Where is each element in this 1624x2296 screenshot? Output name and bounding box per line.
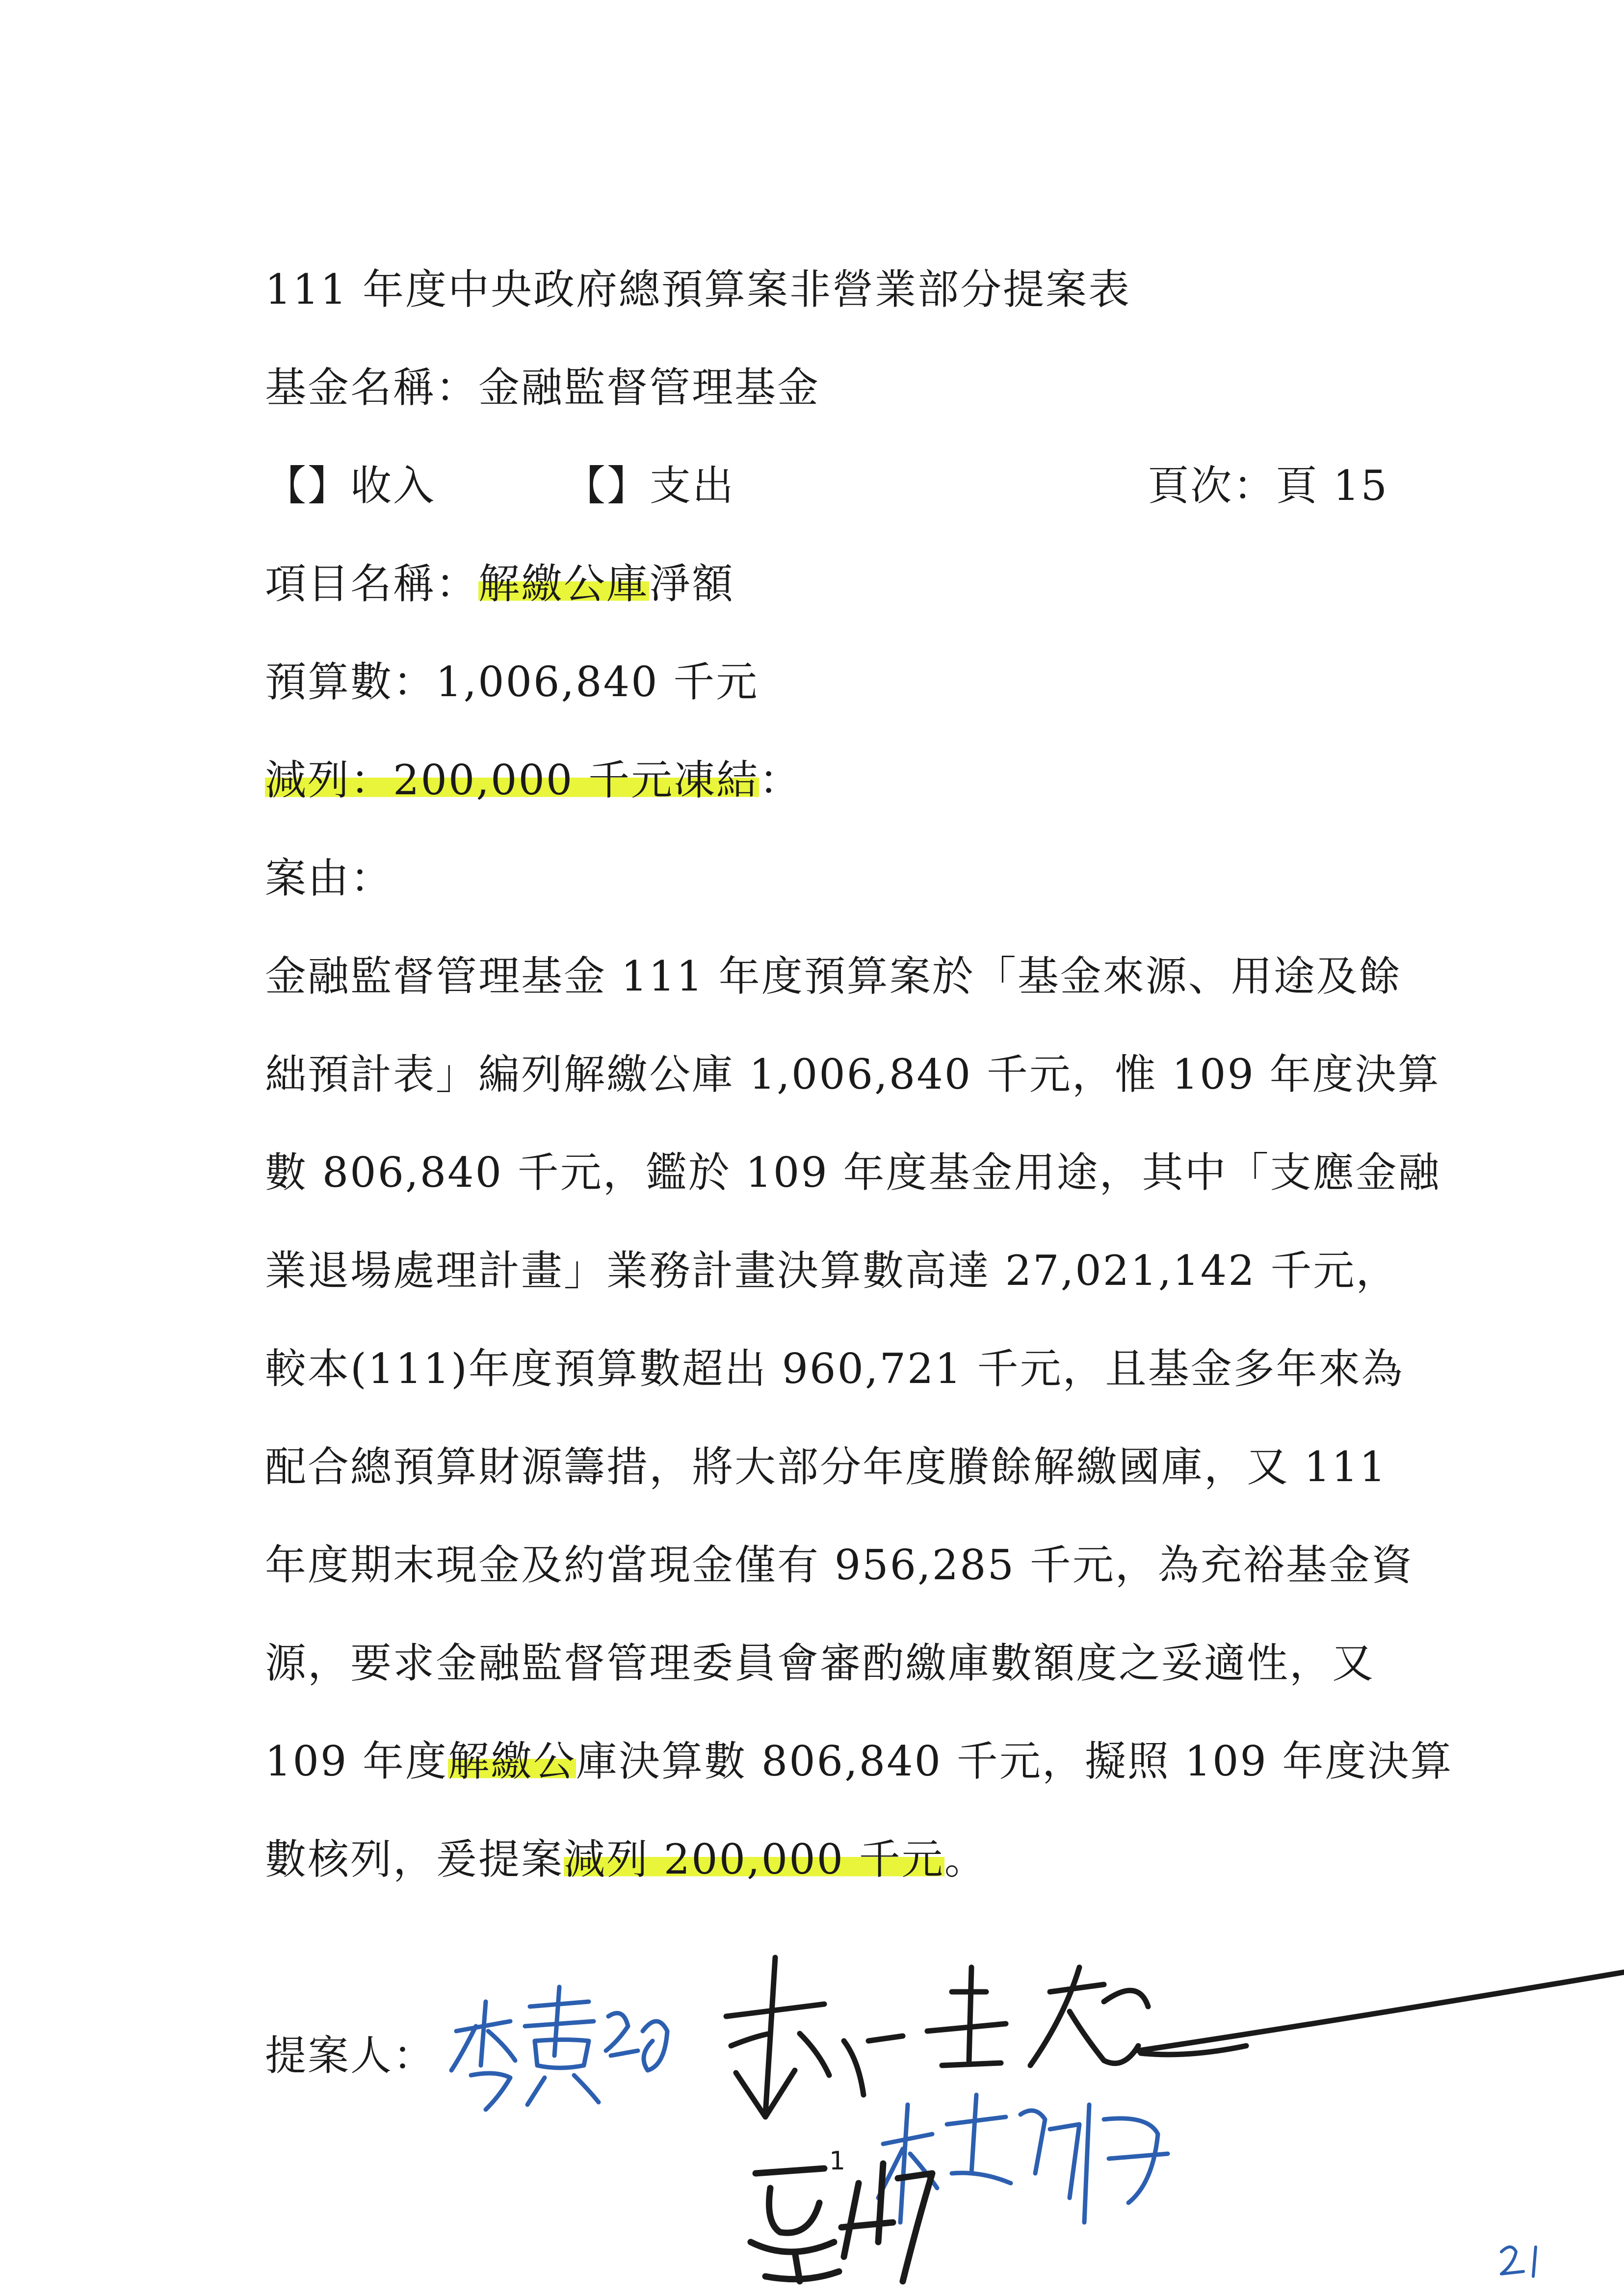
reduction-rest: ： xyxy=(759,756,802,804)
body-line-10-post: 。 xyxy=(944,1835,987,1883)
body-line-7: 年度期末現金及約當現金僅有 956,285 千元，為充裕基金資 xyxy=(265,1541,1414,1589)
body-line-1: 金融監督管理基金 111 年度預算案於「基金來源、用途及餘 xyxy=(265,952,1402,1000)
body-line-6: 配合總預算財源籌措，將大部分年度賸餘解繳國庫，又 111 xyxy=(265,1443,1388,1491)
body-line-9-highlight: 解繳公 xyxy=(448,1737,576,1785)
body-line-10-pre: 數核列，爰提案 xyxy=(265,1835,564,1883)
page-reference: 頁次：頁 15 xyxy=(1148,462,1388,510)
body-line-10-highlight: 減列 200,000 千元 xyxy=(564,1835,944,1883)
body-line-5: 較本(111)年度預算數超出 960,721 千元，且基金多年來為 xyxy=(265,1345,1404,1393)
expense-checkbox-label: 【】支出 xyxy=(564,462,735,510)
reduction-row xyxy=(265,756,802,805)
budget-amount: 預算數：1,006,840 千元 xyxy=(265,658,759,706)
body-line-3: 數 806,840 千元，鑑於 109 年度基金用途，其中「支應金融 xyxy=(265,1148,1441,1197)
body-line-9 xyxy=(265,1737,1453,1786)
reduction-highlight: 減列：200,000 千元凍結 xyxy=(265,756,760,804)
fund-name-row xyxy=(265,363,820,412)
body-line-9-pre: 109 年度 xyxy=(265,1737,448,1785)
body-line-4: 業退場處理計畫」業務計畫決算數高達 27,021,142 千元， xyxy=(265,1247,1399,1295)
body-line-9-post: 庫決算數 806,840 千元，擬照 109 年度決算 xyxy=(576,1737,1453,1785)
income-checkbox-label: 【】收入 xyxy=(265,462,436,510)
fund-name-label: 基金名稱： xyxy=(265,364,479,412)
document-title: 111 年度中央政府總預算案非營業部分提案表 xyxy=(265,265,1131,313)
reason-label: 案由： xyxy=(265,854,393,902)
proposer-label: 提案人： xyxy=(265,2032,436,2080)
item-name-highlight: 解繳公庫 xyxy=(478,560,650,608)
item-name-label: 項目名稱： xyxy=(265,560,479,608)
item-name-rest: 淨額 xyxy=(649,560,735,608)
body-line-2: 絀預計表」編列解繳公庫 1,006,840 千元，惟 109 年度決算 xyxy=(265,1050,1441,1098)
page-number: 1 xyxy=(829,2146,846,2176)
body-line-8: 源，要求金融監督管理委員會審酌繳庫數額度之妥適性，又 xyxy=(265,1639,1375,1687)
fund-name: 金融監督管理基金 xyxy=(478,364,820,412)
signature-blue xyxy=(442,1972,677,2119)
item-name-row xyxy=(265,559,734,608)
body-line-10 xyxy=(265,1835,987,1884)
corner-mark-21 xyxy=(1496,2237,1555,2281)
